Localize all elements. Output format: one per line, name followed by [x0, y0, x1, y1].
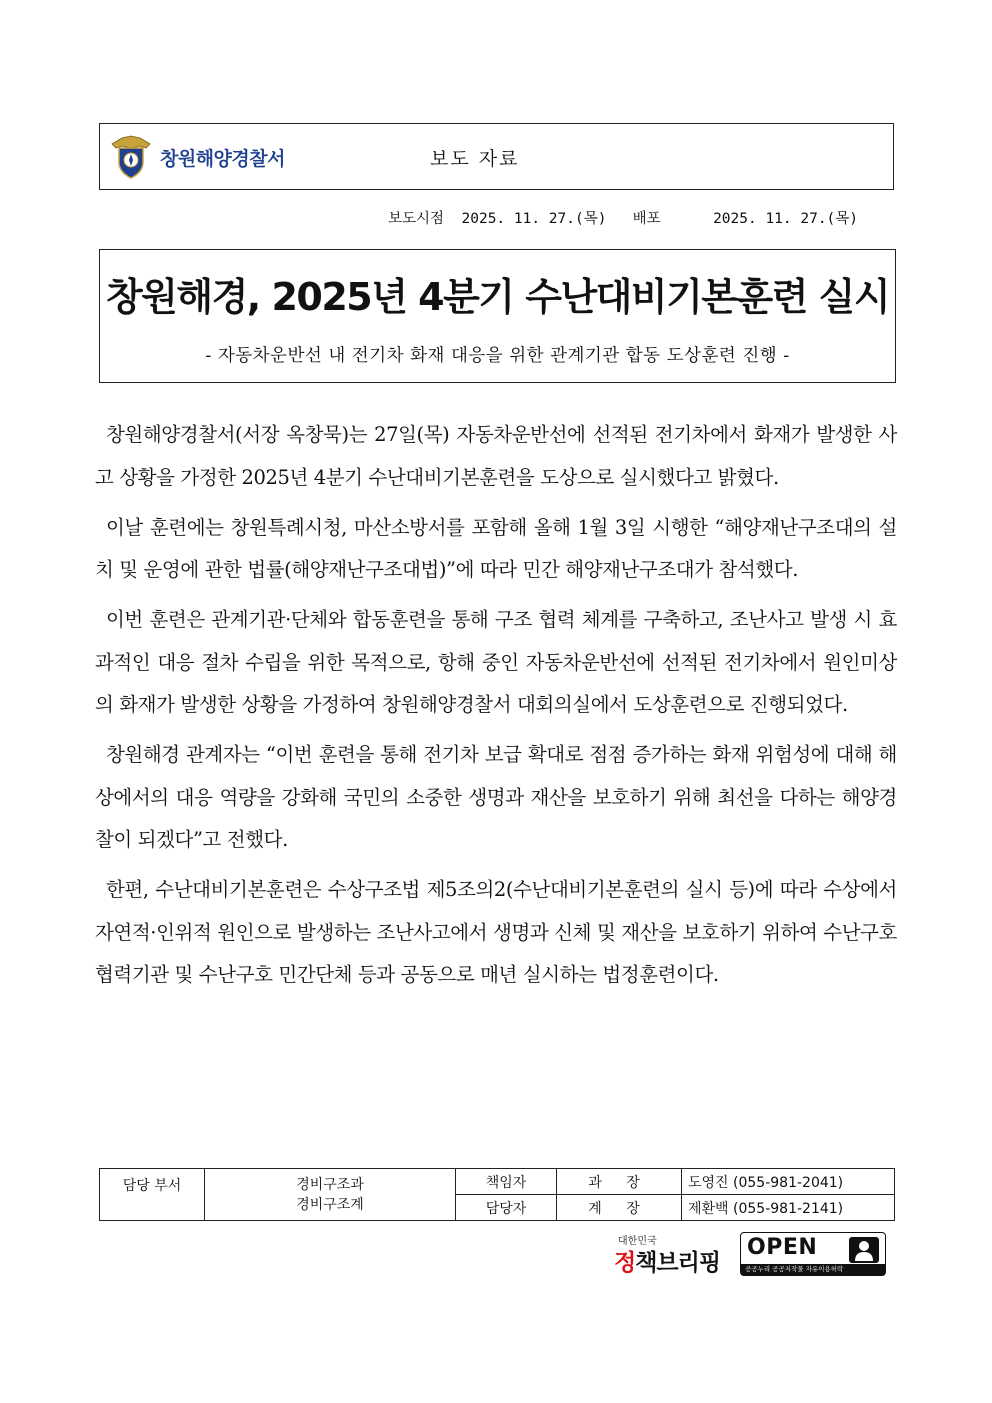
headline-title: 창원해경, 2025년 4분기 수난대비기본훈련 실시 — [105, 275, 890, 319]
footer-logos — [612, 1230, 886, 1278]
org-logo — [110, 134, 285, 180]
policy-briefing-logo — [612, 1230, 730, 1278]
position-cell: 계 장 — [557, 1195, 682, 1221]
briefing-wordmark-rest: 책브리핑 — [635, 1250, 721, 1276]
team-unit: 경비구조계 — [296, 1196, 364, 1213]
paragraph: 창원해양경찰서(서장 옥창묵)는 27일(목) 자동차운반선에 선적된 전기차에서 화재가 발생한 사고 상황을 가정한 2025년 4분기 수난대비기본훈련을 도상으로 실시했다고 밝혔다. — [95, 423, 897, 489]
paragraph: 이날 훈련에는 창원특례시청, 마산소방서를 포함해 올해 1월 3일 시행한 “해양재난구조대의 설치 및 운영에 관한 법률(해양재난구조대법)”에 따라 민간 해양재난구조대가 참석했다. — [95, 515, 897, 581]
header-box — [99, 123, 894, 190]
paragraph: 창원해경 관계자는 “이번 훈련을 통해 전기차 보급 확대로 점점 증가하는 화재 위험성에 대해 해상에서의 대응 역량을 강화해 국민의 소중한 생명과 재산을 보호하기 위해 최선을 다하는 해양경찰이 되겠다”고 전했다. — [95, 743, 897, 851]
release-label: 보도시점 — [388, 211, 445, 227]
open-wordmark: OPEN — [747, 1235, 818, 1260]
team-name: 경비구조과 — [296, 1176, 364, 1193]
attribution-person-icon — [849, 1237, 879, 1263]
paragraph: 한편, 수난대비기본훈련은 수상구조법 제5조의2(수난대비기본훈련의 실시 등)에 따라 수상에서 자연적·인위적 원인으로 발생하는 조난사고에서 생명과 신체 및 재산을 보호하기 위하여 수난구호 협력기관 및 수난구호 민간단체 등과 공동으로 매년 실시하는 법정훈련이다. — [95, 878, 897, 986]
release-date: 2025. 11. 27.(목) — [461, 211, 607, 227]
distribution-date: 2025. 11. 27.(목) — [713, 211, 859, 227]
contact-table — [99, 1168, 895, 1221]
headline-box — [99, 249, 896, 383]
briefing-wordmark-accent: 정 — [614, 1250, 636, 1276]
org-name: 창원해양경찰서 — [160, 147, 285, 170]
position-cell: 과 장 — [557, 1169, 682, 1195]
open-license-strip: 공공누리 공공저작물 자유이용허락 — [741, 1264, 885, 1275]
document-type: 보도 자료 — [430, 148, 520, 170]
briefing-small-text: 대한민국 — [618, 1236, 657, 1247]
distribution-label: 배포 — [632, 211, 661, 227]
name-phone-cell: 도영진 (055-981-2041) — [682, 1169, 895, 1195]
role-cell: 담당자 — [456, 1195, 557, 1221]
name-phone-cell: 제환백 (055-981-2141) — [682, 1195, 895, 1221]
article-body — [95, 414, 897, 1004]
briefing-wordmark — [614, 1244, 720, 1277]
table-row — [100, 1169, 895, 1195]
paragraph: 이번 훈련은 관계기관·단체와 합동훈련을 통해 구조 협력 체계를 구축하고, 조난사고 발생 시 효과적인 대응 절차 수립을 위한 목적으로, 항해 중인 자동차운반선에 선적된 전기차에서 원인미상의 화재가 발생한 상황을 가정하여 창원해양경찰서 대회의실에서 도상훈련으로 진행되었다. — [95, 608, 897, 716]
dept-label: 담당 부서 — [122, 1178, 182, 1194]
coast-guard-emblem-icon — [110, 134, 152, 180]
team-cell — [205, 1169, 456, 1221]
dateline — [388, 207, 858, 228]
headline-subtitle: - 자동차운반선 내 전기차 화재 대응을 위한 관계기관 합동 도상훈련 진행 - — [205, 346, 790, 366]
dept-label-cell — [100, 1169, 205, 1221]
kogl-open-license-badge — [740, 1232, 886, 1276]
role-cell: 책임자 — [456, 1169, 557, 1195]
